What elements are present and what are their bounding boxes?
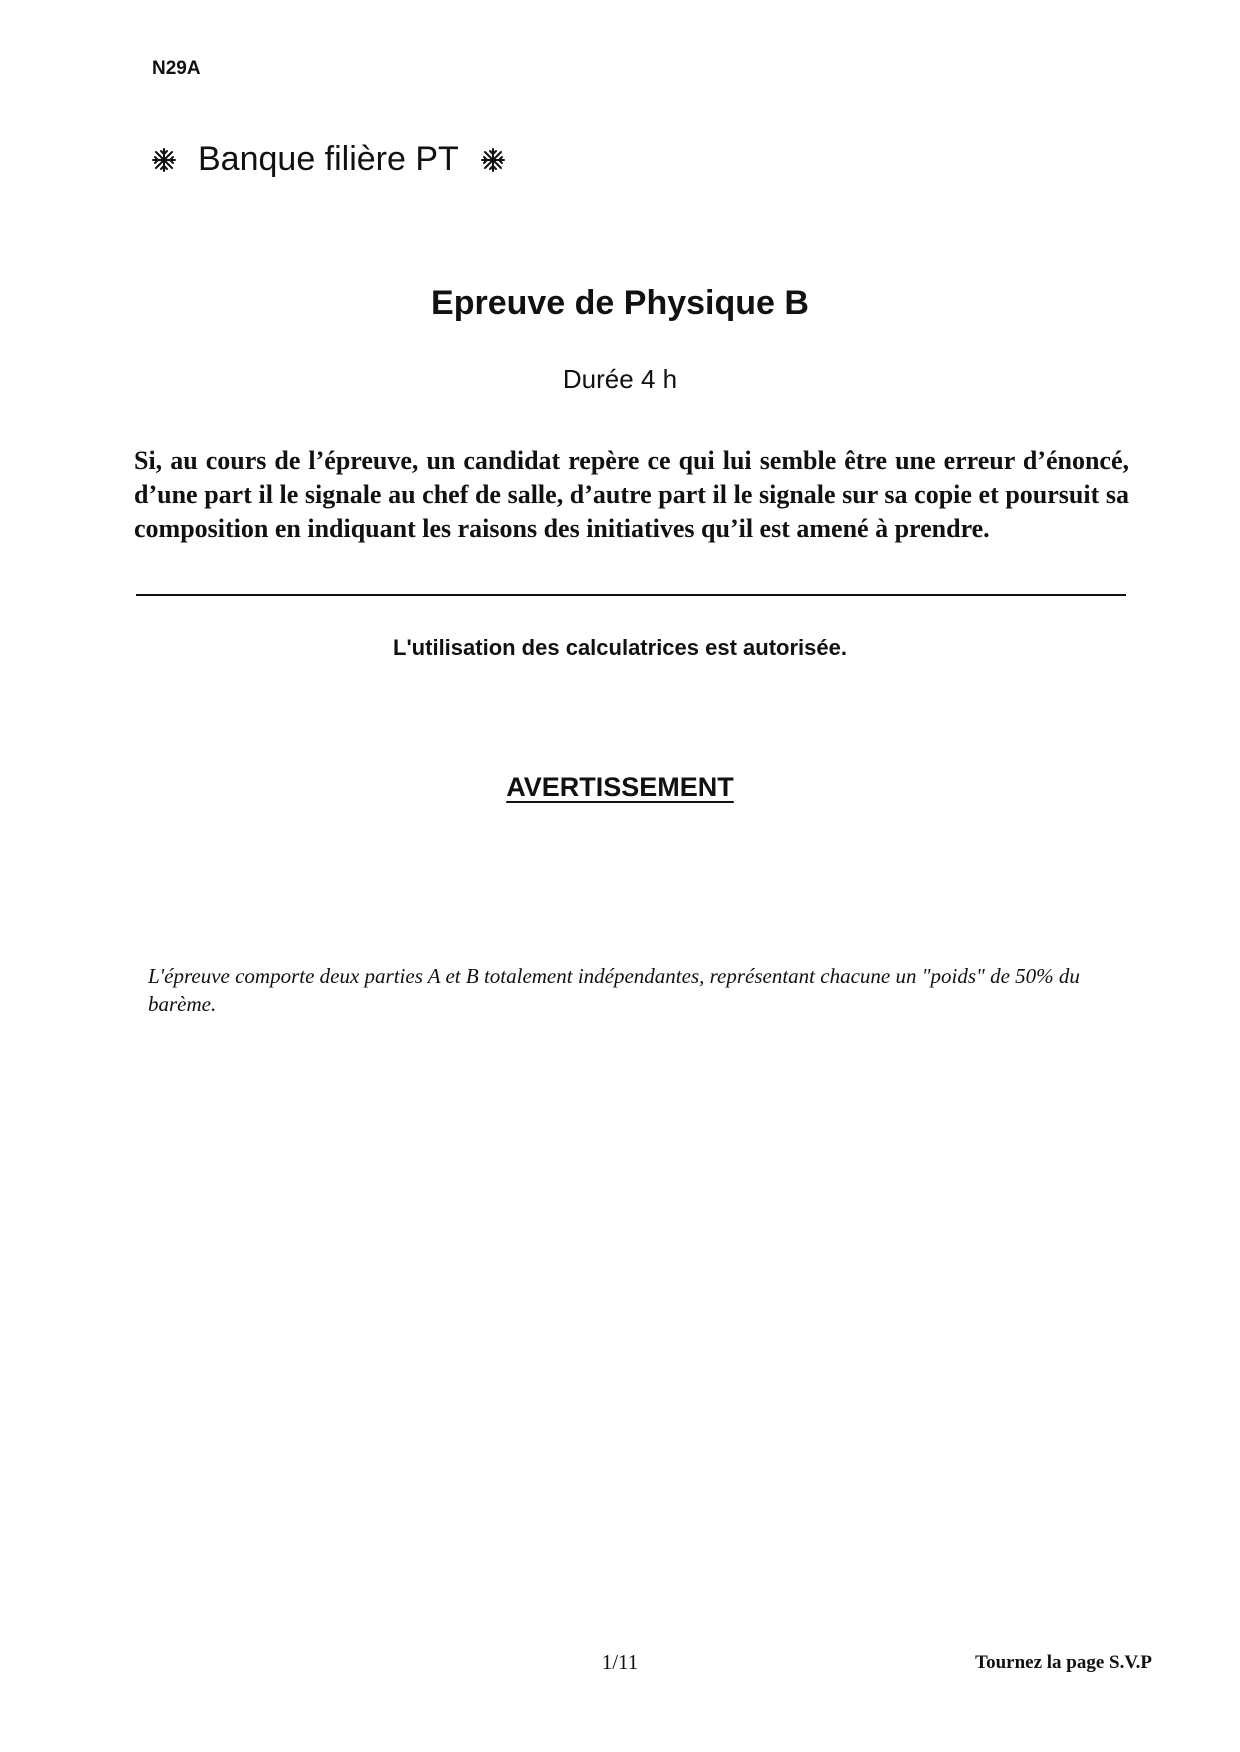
turn-page-note: Tournez la page S.V.P [975,1652,1152,1673]
calculator-policy: L'utilisation des calculatrices est autorisée. [393,635,847,660]
banque-heading [152,140,505,179]
page-number: 1/11 [601,1650,639,1674]
banque-label: Banque filière PT [198,140,459,178]
snowflake-icon [481,148,505,172]
error-notice: Si, au cours de l’épreuve, un candidat repère ce qui lui semble être une erreur d’énoncé, d’une part il le signale au chef de salle, d’autre part il le signale sur sa copie et poursuit sa composition en indiquant les raisons des initiatives qu’il est amené à prendre. [134,446,1129,543]
separator-line [136,594,1126,596]
snowflake-icon [152,148,176,172]
exam-duration: Durée 4 h [562,364,678,394]
warning-heading-label: AVERTISSEMENT [506,772,734,802]
warning-heading [0,772,1240,803]
warning-text: L'épreuve comporte deux parties A et B totalement indépendantes, représentant chacune un "poids" de 50% du barème. [148,964,1080,1016]
document-code: N29A [152,58,201,79]
exam-title: Epreuve de Physique B [431,284,809,322]
